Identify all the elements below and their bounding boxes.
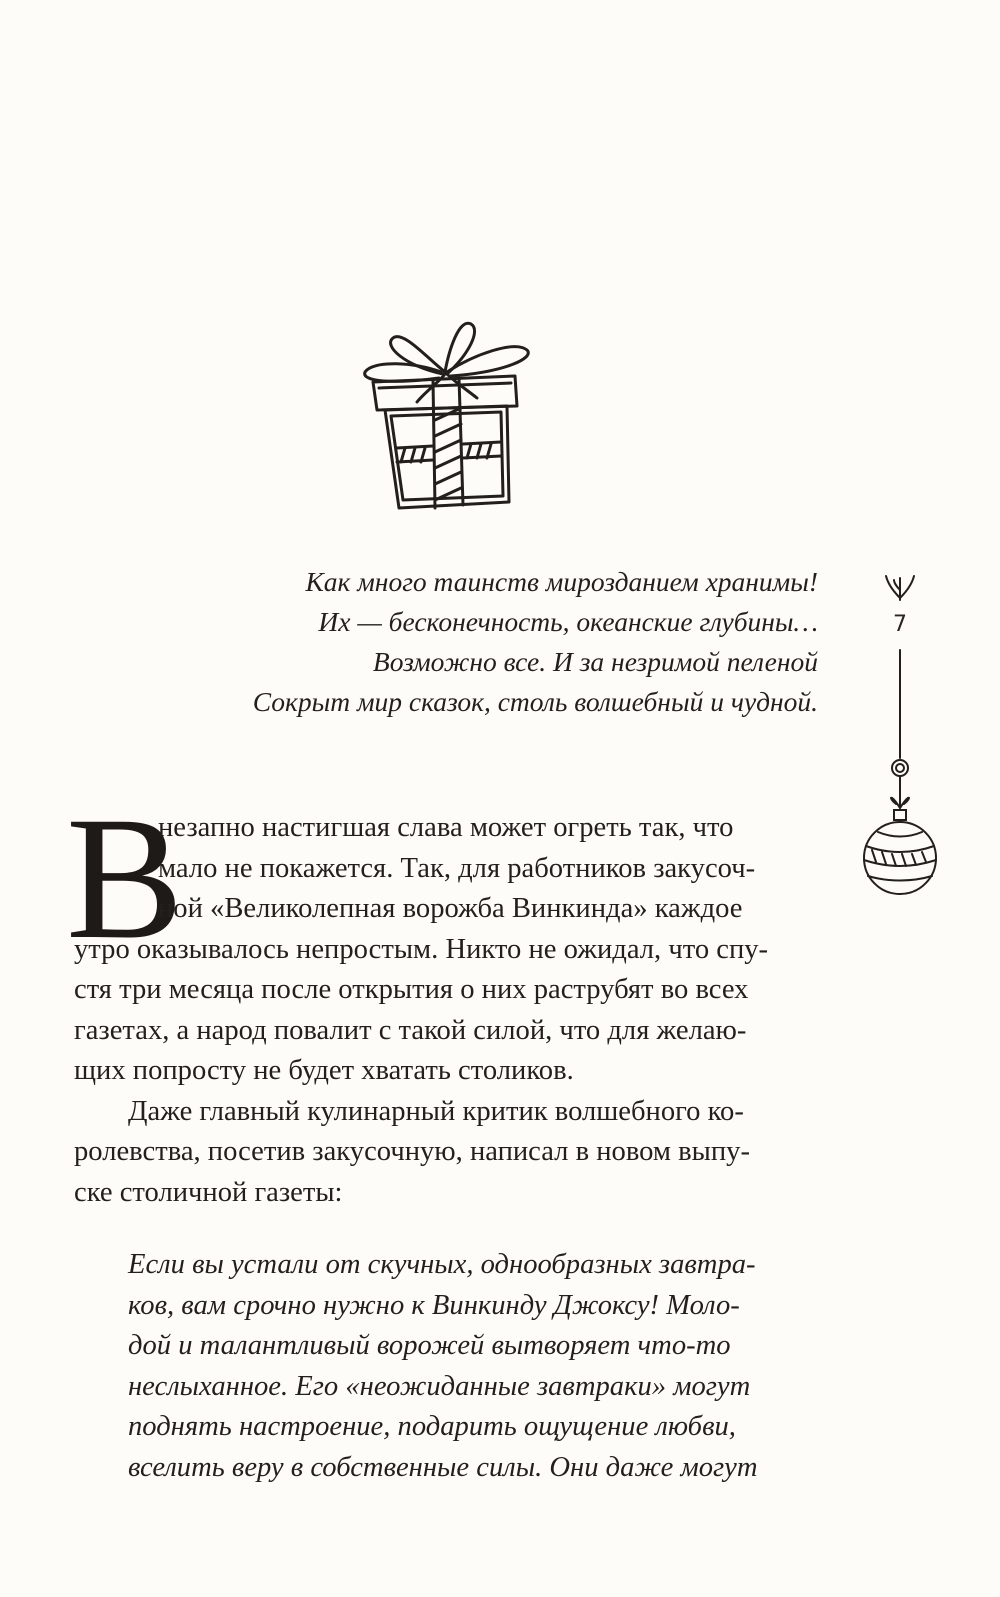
- body-text: [74, 808, 822, 1213]
- epigraph-line: Возможно все. И за незримой пеленой: [372, 646, 818, 677]
- text-line: Даже главный кулинарный критик волшебного ко-: [128, 1095, 744, 1127]
- quote-line: неслыханное. Его «неожиданные завтраки» могут: [128, 1370, 751, 1402]
- text-line: стя три месяца после открытия о них раструбят во всех: [74, 974, 749, 1005]
- drop-cap: В: [66, 781, 184, 976]
- text-line: ролевства, посетив закусочную, написал в новом выпу-: [74, 1136, 750, 1167]
- sprig-icon: [886, 576, 914, 600]
- gift-box-icon: [355, 310, 535, 515]
- epigraph-line: Как много таинств мирозданием хранимы!: [305, 566, 818, 597]
- text-line: утро оказывалось непростым. Никто не ожидал, что спу-: [74, 933, 769, 965]
- text-line: мало не покажется. Так, для работников закусоч-: [158, 852, 756, 884]
- quote-line: дой и талантливый ворожей вытворяет что-то: [128, 1330, 731, 1361]
- quote-line: вселить веру в собственные силы. Они даже могут: [128, 1451, 758, 1483]
- quote-line: поднять настроение, подарить ощущение любви,: [128, 1411, 736, 1442]
- quote-line: Если вы устали от скучных, однообразных завтра-: [128, 1249, 756, 1280]
- text-line: щих попросту не будет хватать столиков.: [74, 1055, 574, 1086]
- epigraph-line: Сокрыт мир сказок, столь волшебный и чудной.: [252, 686, 818, 717]
- text-line: ной «Великолепная ворожба Винкинда» каждое: [158, 893, 743, 924]
- quotation: [128, 1245, 828, 1488]
- text-line: незапно настигшая слава может огреть так, что: [158, 812, 734, 843]
- text-line: газетах, а народ повалит с такой силой, что для желаю-: [74, 1014, 747, 1046]
- quote-line: ков, вам срочно нужно к Винкинду Джоксу! Моло-: [128, 1289, 740, 1321]
- page-number: 7: [880, 612, 920, 637]
- text-line: ске столичной газеты:: [74, 1176, 343, 1208]
- epigraph-line: Их — бесконечность, океанские глубины…: [318, 606, 818, 637]
- epigraph: [118, 562, 818, 722]
